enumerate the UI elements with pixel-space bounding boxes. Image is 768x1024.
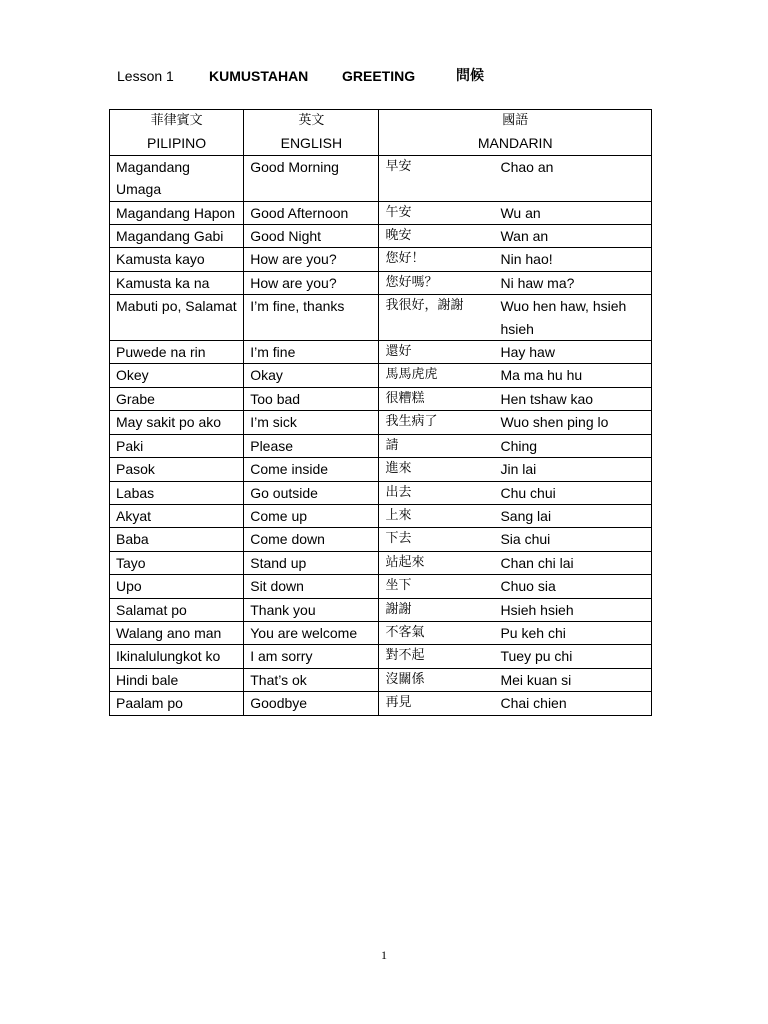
hanzi-text: 早安 <box>385 158 412 174</box>
romanization-text: Hay haw <box>500 344 555 361</box>
romanization-text: Chao an <box>500 158 554 175</box>
pilipino-cell: Akyat <box>110 504 244 527</box>
pilipino-cell: Baba <box>110 528 244 551</box>
mandarin-cell <box>379 668 652 691</box>
table-row <box>110 551 652 574</box>
romanization-text: Sia chui <box>500 531 551 548</box>
page-number: 1 <box>381 948 387 962</box>
pilipino-cell: Kamusta kayo <box>110 248 244 271</box>
hanzi-text: 馬馬虎虎 <box>385 367 438 383</box>
mandarin-pair <box>385 364 645 386</box>
mandarin-pair <box>385 435 645 457</box>
pilipino-cell: Grabe <box>110 387 244 410</box>
table-row <box>110 575 652 598</box>
romanization-text: Ching <box>500 437 538 454</box>
mandarin-cell <box>379 248 652 271</box>
english-cell: That’s ok <box>244 668 379 691</box>
pilipino-cell: Hindi bale <box>110 668 244 691</box>
lesson-title-chinese: 問候 <box>456 68 484 84</box>
mandarin-pair <box>385 272 645 294</box>
english-cell: You are welcome <box>244 621 379 644</box>
table-row <box>110 271 652 294</box>
mandarin-cell <box>379 434 652 457</box>
hanzi-text: 下去 <box>385 531 412 547</box>
mandarin-cell <box>379 411 652 434</box>
mandarin-pair <box>385 248 645 270</box>
hanzi-text: 進來 <box>385 461 412 477</box>
hanzi-text: 坐下 <box>385 578 412 594</box>
table-row <box>110 295 652 341</box>
mandarin-pair <box>385 552 645 574</box>
table-row <box>110 692 652 715</box>
romanization-text: Wan an <box>500 228 549 245</box>
romanization-text: Mei kuan si <box>500 671 572 688</box>
mandarin-pair <box>385 295 645 340</box>
romanization-text: Ma ma hu hu <box>500 367 583 384</box>
romanization-text: Hsieh hsieh <box>500 601 574 618</box>
mandarin-cell <box>379 621 652 644</box>
hanzi-text: 再見 <box>385 695 412 711</box>
pilipino-cell: Okey <box>110 364 244 387</box>
hanzi-text: 晚安 <box>385 228 412 244</box>
table-row <box>110 341 652 364</box>
english-cell: I am sorry <box>244 645 379 668</box>
column-header-mandarin <box>379 110 652 156</box>
pilipino-cell: Mabuti po, Salamat <box>110 295 244 341</box>
table-row <box>110 481 652 504</box>
english-cell: Goodbye <box>244 692 379 715</box>
mandarin-pair <box>385 482 645 504</box>
lesson-title-tagalog: KUMUSTAHAN <box>209 68 309 84</box>
table-row <box>110 387 652 410</box>
romanization-text: Chu chui <box>500 484 556 501</box>
table-row <box>110 598 652 621</box>
hanzi-text: 還好 <box>385 344 412 360</box>
hanzi-text: 沒關係 <box>385 671 425 687</box>
lesson-title-english: GREETING <box>342 68 416 84</box>
mandarin-cell <box>379 551 652 574</box>
romanization-text: Sang lai <box>500 507 552 524</box>
mandarin-pair <box>385 156 645 178</box>
table-body <box>110 155 652 715</box>
column-header-native: 菲律賓文 <box>150 113 203 128</box>
mandarin-cell <box>379 364 652 387</box>
mandarin-pair <box>385 458 645 480</box>
english-cell: Go outside <box>244 481 379 504</box>
english-cell: Good Afternoon <box>244 201 379 224</box>
mandarin-pair <box>385 528 645 550</box>
english-cell: How are you? <box>244 271 379 294</box>
table-row <box>110 668 652 691</box>
romanization-text: Hen tshaw kao <box>500 390 594 407</box>
mandarin-cell <box>379 598 652 621</box>
vocabulary-table <box>109 109 652 716</box>
column-header-name: PILIPINO <box>147 135 207 152</box>
english-cell: I’m sick <box>244 411 379 434</box>
mandarin-pair <box>385 692 645 714</box>
english-cell: I’m fine <box>244 341 379 364</box>
pilipino-cell: Tayo <box>110 551 244 574</box>
pilipino-cell: Magandang Gabi <box>110 225 244 248</box>
table-row <box>110 201 652 224</box>
table-row <box>110 155 652 201</box>
mandarin-pair <box>385 341 645 363</box>
hanzi-text: 我很好，謝謝 <box>385 298 464 314</box>
mandarin-cell <box>379 341 652 364</box>
romanization-text: Wu an <box>500 204 541 221</box>
mandarin-pair <box>385 225 645 247</box>
english-cell: Please <box>244 434 379 457</box>
table-row <box>110 458 652 481</box>
pilipino-cell: Kamusta ka na <box>110 271 244 294</box>
mandarin-cell <box>379 504 652 527</box>
mandarin-cell <box>379 692 652 715</box>
mandarin-pair <box>385 505 645 527</box>
pilipino-cell: Magandang Hapon <box>110 201 244 224</box>
mandarin-cell <box>379 528 652 551</box>
mandarin-pair <box>385 622 645 644</box>
table-row <box>110 225 652 248</box>
hanzi-text: 很糟糕 <box>385 390 425 406</box>
pilipino-cell: Pasok <box>110 458 244 481</box>
table-row <box>110 528 652 551</box>
mandarin-cell <box>379 155 652 201</box>
hanzi-text: 您好嗎？ <box>385 274 438 290</box>
mandarin-cell <box>379 458 652 481</box>
mandarin-cell <box>379 201 652 224</box>
english-cell: Good Night <box>244 225 379 248</box>
hanzi-text: 您好！ <box>385 251 425 267</box>
table-row <box>110 504 652 527</box>
romanization-text: Wuo shen ping lo <box>500 414 609 431</box>
romanization-text: Tuey pu chi <box>500 648 573 665</box>
romanization-text: Jin lai <box>500 461 537 478</box>
column-header-english <box>244 110 379 156</box>
table-row <box>110 248 652 271</box>
pilipino-cell: Labas <box>110 481 244 504</box>
mandarin-cell <box>379 295 652 341</box>
hanzi-text: 謝謝 <box>385 601 412 617</box>
hanzi-text: 站起來 <box>385 554 425 570</box>
english-cell: Too bad <box>244 387 379 410</box>
column-header-native: 國語 <box>502 113 529 128</box>
romanization-text: Chan chi lai <box>500 554 574 571</box>
hanzi-text: 請 <box>385 437 399 453</box>
hanzi-text: 我生病了 <box>385 414 438 430</box>
column-header-name: MANDARIN <box>477 135 553 152</box>
romanization-text: Wuo hen haw, hsieh hsieh <box>500 298 627 337</box>
table-row <box>110 364 652 387</box>
mandarin-cell <box>379 225 652 248</box>
mandarin-pair <box>385 669 645 691</box>
english-cell: Stand up <box>244 551 379 574</box>
english-cell: How are you? <box>244 248 379 271</box>
pilipino-cell: May sakit po ako <box>110 411 244 434</box>
mandarin-pair <box>385 645 645 667</box>
romanization-text: Ni haw ma? <box>500 274 575 291</box>
english-cell: Come up <box>244 504 379 527</box>
english-cell: Come inside <box>244 458 379 481</box>
pilipino-cell: Paki <box>110 434 244 457</box>
pilipino-cell: Upo <box>110 575 244 598</box>
english-cell: Come down <box>244 528 379 551</box>
pilipino-cell: Magandang Umaga <box>110 155 244 201</box>
pilipino-cell: Walang ano man <box>110 621 244 644</box>
pilipino-cell: Paalam po <box>110 692 244 715</box>
table-row <box>110 411 652 434</box>
table-header-row <box>110 110 652 156</box>
column-header-native: 英文 <box>298 113 325 128</box>
table-row <box>110 621 652 644</box>
english-cell: Okay <box>244 364 379 387</box>
mandarin-pair <box>385 599 645 621</box>
column-header-pilipino <box>110 110 244 156</box>
romanization-text: Chuo sia <box>500 578 556 595</box>
column-header-name: ENGLISH <box>280 135 343 152</box>
romanization-text: Pu keh chi <box>500 624 566 641</box>
table-row <box>110 645 652 668</box>
pilipino-cell: Salamat po <box>110 598 244 621</box>
pilipino-cell: Puwede na rin <box>110 341 244 364</box>
mandarin-cell <box>379 387 652 410</box>
romanization-text: Chai chien <box>500 695 567 712</box>
table-header <box>110 110 652 156</box>
hanzi-text: 對不起 <box>385 648 425 664</box>
mandarin-cell <box>379 481 652 504</box>
hanzi-text: 上來 <box>385 507 412 523</box>
mandarin-pair <box>385 411 645 433</box>
mandarin-pair <box>385 575 645 597</box>
mandarin-cell <box>379 645 652 668</box>
romanization-text: Nin hao! <box>500 251 553 268</box>
mandarin-pair <box>385 388 645 410</box>
table-row <box>110 434 652 457</box>
english-cell: Thank you <box>244 598 379 621</box>
hanzi-text: 出去 <box>385 484 412 500</box>
mandarin-cell <box>379 575 652 598</box>
english-cell: Sit down <box>244 575 379 598</box>
pilipino-cell: Ikinalulungkot ko <box>110 645 244 668</box>
hanzi-text: 午安 <box>385 204 412 220</box>
lesson-number: Lesson 1 <box>117 68 174 84</box>
english-cell: Good Morning <box>244 155 379 201</box>
english-cell: I’m fine, thanks <box>244 295 379 341</box>
mandarin-cell <box>379 271 652 294</box>
hanzi-text: 不客氣 <box>385 624 425 640</box>
mandarin-pair <box>385 202 645 224</box>
